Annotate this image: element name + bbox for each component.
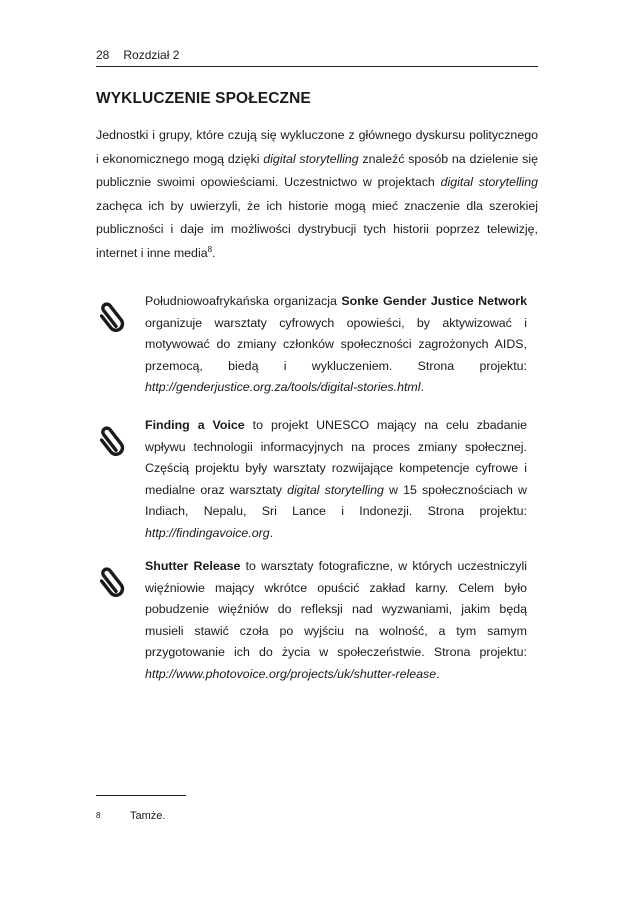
chapter-title: Rozdział 2	[123, 48, 180, 62]
project-link[interactable]: http://www.photovoice.org/projects/uk/shutter-release	[145, 666, 437, 681]
section-title: WYKLUCZENIE SPOŁECZNE	[96, 90, 311, 107]
project-name: Shutter Release	[145, 559, 241, 573]
footnote-text: Tamże.	[130, 810, 166, 822]
page-number: 28	[96, 48, 110, 62]
running-header	[96, 46, 538, 67]
intro-emphasis: digital storytelling	[440, 175, 538, 189]
footnote	[96, 808, 165, 824]
example-box-finding-a-voice	[96, 415, 538, 544]
example-text	[145, 556, 527, 685]
intro-paragraph	[96, 124, 538, 265]
project-link[interactable]: http://findingavoice.org	[145, 525, 270, 540]
example-body: to warsztaty fotograficzne, w których uczestniczyli więźniowie mający wkrótce opuścić zakład karny. Celem było pobudzenie więźniów do refleksji nad wyzwaniami, jakim będą musieli stawić czoła po wyjściu na wolność, a tym samym przygotowanie ich do życia w społeczeństwie. Strona projektu:	[145, 559, 527, 659]
paperclip-icon	[100, 421, 126, 459]
example-body: organizuje warsztaty cyfrowych opowieści, by aktywizować i motywować do zmiany członków społeczności zagrożonych AIDS, przemocą, biedą i wykluczeniem. Strona projektu:	[145, 315, 527, 373]
paperclip-icon	[100, 297, 126, 335]
footnote-reference[interactable]: 8	[207, 244, 213, 254]
footnote-divider	[96, 795, 186, 796]
example-text	[145, 291, 527, 399]
project-link[interactable]: http://genderjustice.org.za/tools/digital-stories.html	[145, 380, 421, 394]
example-body: .	[436, 666, 440, 681]
intro-emphasis: digital storytelling	[263, 151, 359, 166]
example-box-shutter-release	[96, 556, 538, 685]
project-name: Finding a Voice	[145, 418, 245, 432]
intro-text: .	[212, 245, 216, 260]
example-body: Południowoafrykańska organizacja	[145, 294, 342, 308]
organization-name: Sonke Gender Justice Network	[341, 294, 528, 308]
example-body: .	[420, 380, 424, 394]
intro-text: Jednostki i grupy, które czują się wykluczone z głównego dyskursu politycznego i ekonomicznego mogą dzięki	[96, 128, 538, 166]
paperclip-icon	[100, 562, 126, 600]
example-text	[145, 415, 527, 544]
example-box-sonke	[96, 291, 538, 399]
intro-text: zachęca ich by uwierzyli, że ich historie mogą mieć znaczenie dla szerokiej publiczności i daje im możliwości dystrybucji tych historii poprzez telewizję, internet i inne media	[96, 198, 538, 260]
example-body: to projekt UNESCO mający na celu zbadanie wpływu technologii informacyjnych na proces zmiany społecznej. Częścią projektu były warsztaty rozwijające kompetencje cyfrowe i medialne oraz warsztaty	[145, 418, 527, 497]
intro-text: znaleźć sposób na dzielenie się publicznie swoimi opowieściami. Uczestnictwo w projektach	[96, 151, 538, 189]
example-emphasis: digital storytelling	[287, 482, 384, 497]
example-body: w 15 społecznościach w Indiach, Nepalu, Sri Lance i Indonezji. Strona projektu:	[145, 482, 527, 518]
example-body: .	[269, 525, 274, 540]
footnote-number: 8	[96, 811, 101, 820]
